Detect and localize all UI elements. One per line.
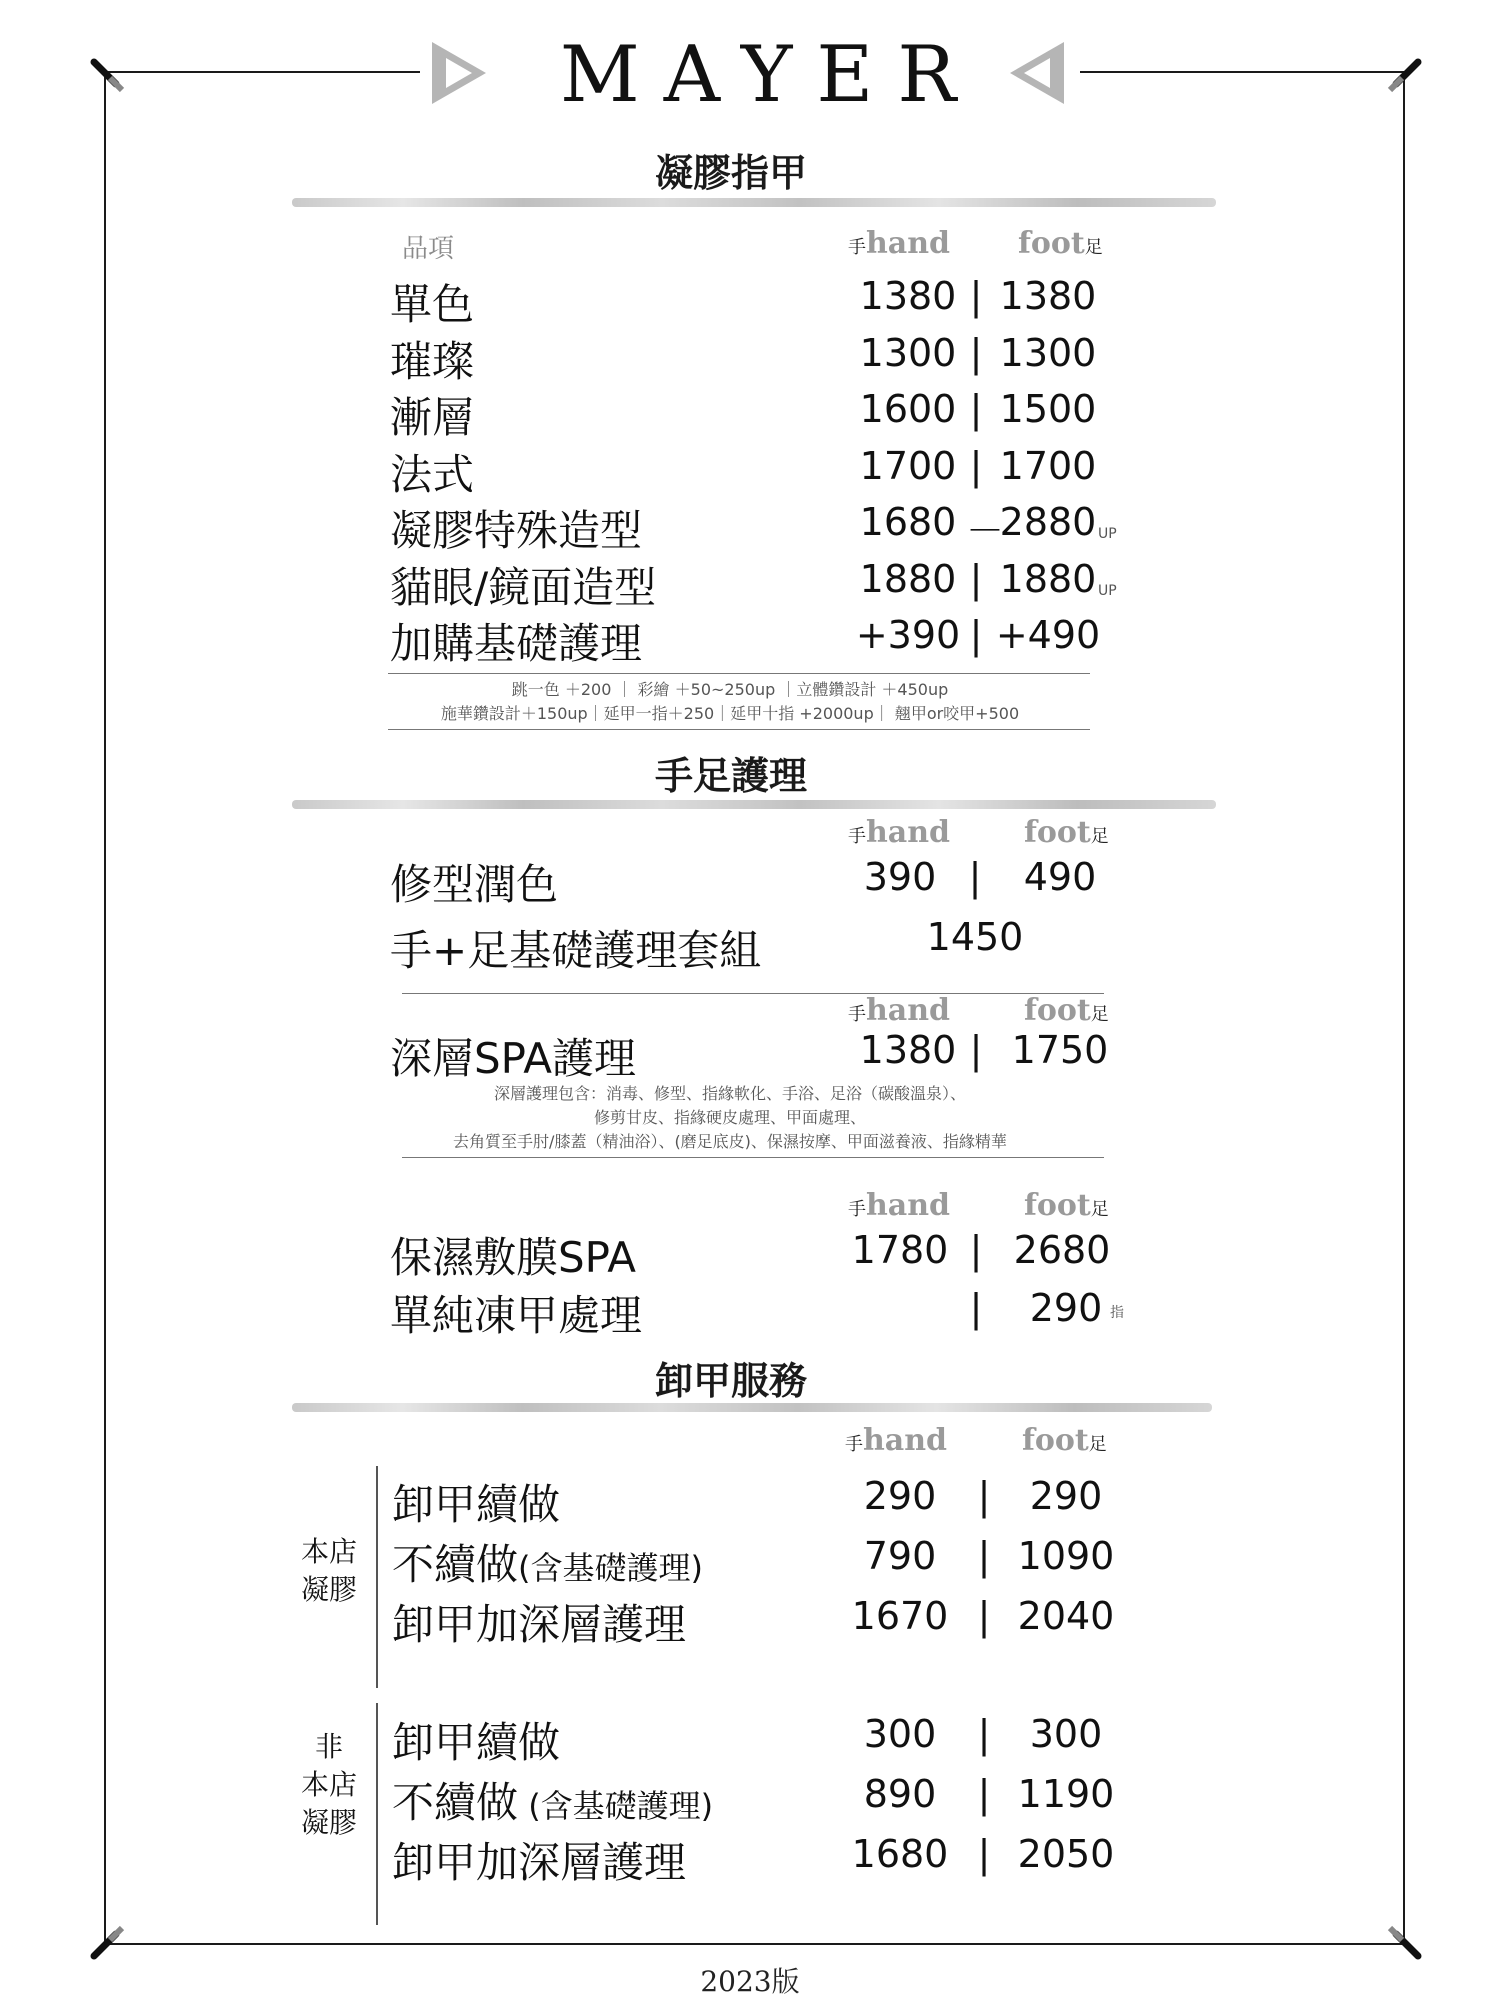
price-separator: | xyxy=(969,1028,983,1072)
hand-prefix: 手 xyxy=(848,1199,866,1220)
foot-header xyxy=(1022,1423,1107,1458)
spa-note-line3: 去角質至手肘/膝蓋（精油浴）、(磨足底皮)、保濕按摩、甲面滋養液、指緣精華 xyxy=(453,1132,1007,1151)
item-column-header: 品項 xyxy=(402,234,455,264)
foot-price: 2040 xyxy=(1017,1594,1115,1638)
price-separator: | xyxy=(968,855,982,899)
foot-price: 2050 xyxy=(1017,1832,1115,1876)
hand-header xyxy=(848,226,950,261)
frame-bottom-line xyxy=(104,1943,1405,1945)
hand-price: 1300 xyxy=(859,331,957,375)
foot-price: 1700 xyxy=(999,444,1097,488)
hand-price: 890 xyxy=(863,1772,937,1816)
foot-price: 1500 xyxy=(999,387,1097,431)
spa-note-line1: 深層護理包含：消毒、修型、指緣軟化、手浴、足浴（碳酸溫泉）、 xyxy=(493,1084,966,1103)
group-label-other-gel xyxy=(294,1728,364,1842)
group-label-own-gel xyxy=(294,1533,364,1609)
hand-prefix: 手 xyxy=(848,826,866,847)
price-separator: | xyxy=(969,1228,983,1272)
hand-label: hand xyxy=(863,1423,948,1458)
group-label-line: 凝膠 xyxy=(300,1573,357,1606)
service-name xyxy=(392,1592,686,1652)
service-name: 凝膠特殊造型 xyxy=(390,506,643,555)
service-name xyxy=(392,1770,713,1830)
price-separator: | xyxy=(977,1474,991,1518)
divider xyxy=(388,673,1090,674)
foot-price: 290 xyxy=(1029,1286,1103,1330)
foot-price: 1300 xyxy=(999,331,1097,375)
hand-price: 1380 xyxy=(859,274,957,318)
section-divider-bar xyxy=(292,1403,1212,1412)
up-label: UP xyxy=(1098,583,1117,599)
price-separator: | xyxy=(969,1286,983,1330)
foot-suffix: 足 xyxy=(1090,1199,1109,1220)
hand-label: hand xyxy=(866,815,951,850)
hand-price: 1680 xyxy=(851,1832,949,1876)
set-price: 1450 xyxy=(926,915,1024,959)
service-name: 加購基礎護理 xyxy=(390,619,643,668)
hand-price: 290 xyxy=(863,1474,937,1518)
hand-header xyxy=(848,815,950,850)
group-bracket-line xyxy=(376,1703,378,1925)
hand-price: 1700 xyxy=(859,444,957,488)
service-name: 手+足基礎護理套組 xyxy=(390,926,762,975)
price-separator: | xyxy=(977,1832,991,1876)
service-name xyxy=(392,1710,560,1770)
service-name-text: 卸甲續做 xyxy=(392,1480,561,1529)
service-name xyxy=(392,1830,686,1890)
price-separator: | xyxy=(977,1712,991,1756)
edition-label: 2023版 xyxy=(700,1965,800,1998)
price-separator: | xyxy=(977,1594,991,1638)
service-name: 璀璨 xyxy=(390,337,475,386)
foot-price: 1750 xyxy=(1011,1028,1109,1072)
foot-header xyxy=(1024,815,1109,850)
corner-pin-icon xyxy=(88,1922,128,1962)
service-name-text: 不續做 xyxy=(392,1540,519,1589)
hand-price: 1380 xyxy=(859,1028,957,1072)
service-note: (含基礎護理) xyxy=(518,1549,703,1587)
foot-price: 290 xyxy=(1029,1474,1103,1518)
price-separator: | xyxy=(977,1772,991,1816)
price-separator: | xyxy=(969,274,983,318)
service-name-text: 卸甲續做 xyxy=(392,1718,561,1767)
hand-price: 1780 xyxy=(851,1228,949,1272)
section-title-removal: 卸甲服務 xyxy=(654,1359,807,1403)
foot-price: 2680 xyxy=(1013,1228,1111,1272)
hand-header xyxy=(848,1188,950,1223)
service-name: 深層SPA護理 xyxy=(390,1034,637,1083)
foot-label: foot xyxy=(1024,1188,1091,1223)
group-label-line: 本店 xyxy=(300,1535,357,1568)
service-name-text: 卸甲加深層護理 xyxy=(392,1838,687,1887)
hand-label: hand xyxy=(866,1188,951,1223)
service-name xyxy=(392,1472,560,1532)
hand-label: hand xyxy=(866,226,951,261)
frame-right-line xyxy=(1403,72,1405,1944)
foot-header xyxy=(1024,1188,1109,1223)
hand-header xyxy=(848,993,950,1028)
foot-header xyxy=(1024,993,1109,1028)
hand-prefix: 手 xyxy=(848,1004,866,1025)
service-name-text: 卸甲加深層護理 xyxy=(392,1600,687,1649)
foot-label: foot xyxy=(1018,226,1085,261)
foot-price: 1880 xyxy=(999,557,1097,601)
divider xyxy=(402,993,1104,994)
section-divider-bar xyxy=(292,198,1216,207)
section-title-care: 手足護理 xyxy=(654,754,807,798)
gel-addon-note-line1: 跳一色 ＋200 ｜ 彩繪 ＋50~250up ｜立體鑽設計 ＋450up xyxy=(511,680,949,699)
frame-left-line xyxy=(104,72,106,1944)
up-label: UP xyxy=(1098,526,1117,542)
hand-price: 1880 xyxy=(859,557,957,601)
service-name: 單色 xyxy=(390,280,475,329)
foot-price: +490 xyxy=(995,613,1101,657)
section-title-gel: 凝膠指甲 xyxy=(654,151,807,195)
service-name: 法式 xyxy=(390,450,475,499)
service-name: 貓眼/鏡面造型 xyxy=(390,563,657,612)
price-separator: | xyxy=(969,331,983,375)
foot-price: 300 xyxy=(1029,1712,1103,1756)
service-name: 漸層 xyxy=(390,393,475,442)
hand-price: 790 xyxy=(863,1534,937,1578)
foot-suffix: 足 xyxy=(1084,237,1103,258)
foot-suffix: 足 xyxy=(1088,1434,1107,1455)
hand-prefix: 手 xyxy=(845,1434,863,1455)
hand-prefix: 手 xyxy=(848,237,866,258)
hand-price: 1680 xyxy=(859,500,957,544)
hand-header xyxy=(845,1423,947,1458)
divider xyxy=(388,729,1090,730)
group-label-line: 本店 xyxy=(300,1768,357,1801)
service-name xyxy=(392,1532,703,1592)
service-name: 保濕敷膜SPA xyxy=(390,1233,637,1282)
foot-label: foot xyxy=(1024,993,1091,1028)
foot-header xyxy=(1018,226,1103,261)
spa-note-line2: 修剪甘皮、指緣硬皮處理、甲面處理、 xyxy=(593,1108,866,1127)
group-label-line: 凝膠 xyxy=(300,1806,357,1839)
service-note: (含基礎護理) xyxy=(518,1787,714,1825)
foot-suffix: 足 xyxy=(1090,1004,1109,1025)
hand-price: 300 xyxy=(863,1712,937,1756)
service-name: 修型潤色 xyxy=(390,860,559,909)
group-bracket-line xyxy=(376,1466,378,1688)
brand-title: MAYER xyxy=(559,30,981,120)
group-label-line: 非 xyxy=(314,1730,343,1763)
hand-label: hand xyxy=(866,993,951,1028)
foot-price: 2880 xyxy=(999,500,1097,544)
hand-price: 1670 xyxy=(851,1594,949,1638)
price-separator: | xyxy=(977,1534,991,1578)
service-name: 單純凍甲處理 xyxy=(390,1291,643,1340)
foot-label: foot xyxy=(1022,1423,1089,1458)
hand-price: +390 xyxy=(855,613,961,657)
foot-price: 1090 xyxy=(1017,1534,1115,1578)
price-separator: | xyxy=(969,387,983,431)
foot-price: 1190 xyxy=(1017,1772,1115,1816)
price-separator: | xyxy=(969,444,983,488)
gel-addon-note-line2: 施華鑽設計＋150up｜延甲一指＋250｜延甲十指 +2000up｜ 翹甲or咬甲+500 xyxy=(440,704,1020,723)
divider xyxy=(402,1157,1104,1158)
foot-label: foot xyxy=(1024,815,1091,850)
price-separator: | xyxy=(969,613,983,657)
price-separator: | xyxy=(969,557,983,601)
hand-price: 1600 xyxy=(859,387,957,431)
price-separator: － xyxy=(966,509,1005,553)
per-finger-label: 指 xyxy=(1110,1305,1124,1321)
service-name-text: 不續做 xyxy=(392,1778,519,1827)
corner-pin-icon xyxy=(1384,1922,1424,1962)
foot-price: 490 xyxy=(1023,855,1097,899)
section-divider-bar xyxy=(292,800,1216,809)
foot-price: 1380 xyxy=(999,274,1097,318)
foot-suffix: 足 xyxy=(1090,826,1109,847)
hand-price: 390 xyxy=(863,855,937,899)
